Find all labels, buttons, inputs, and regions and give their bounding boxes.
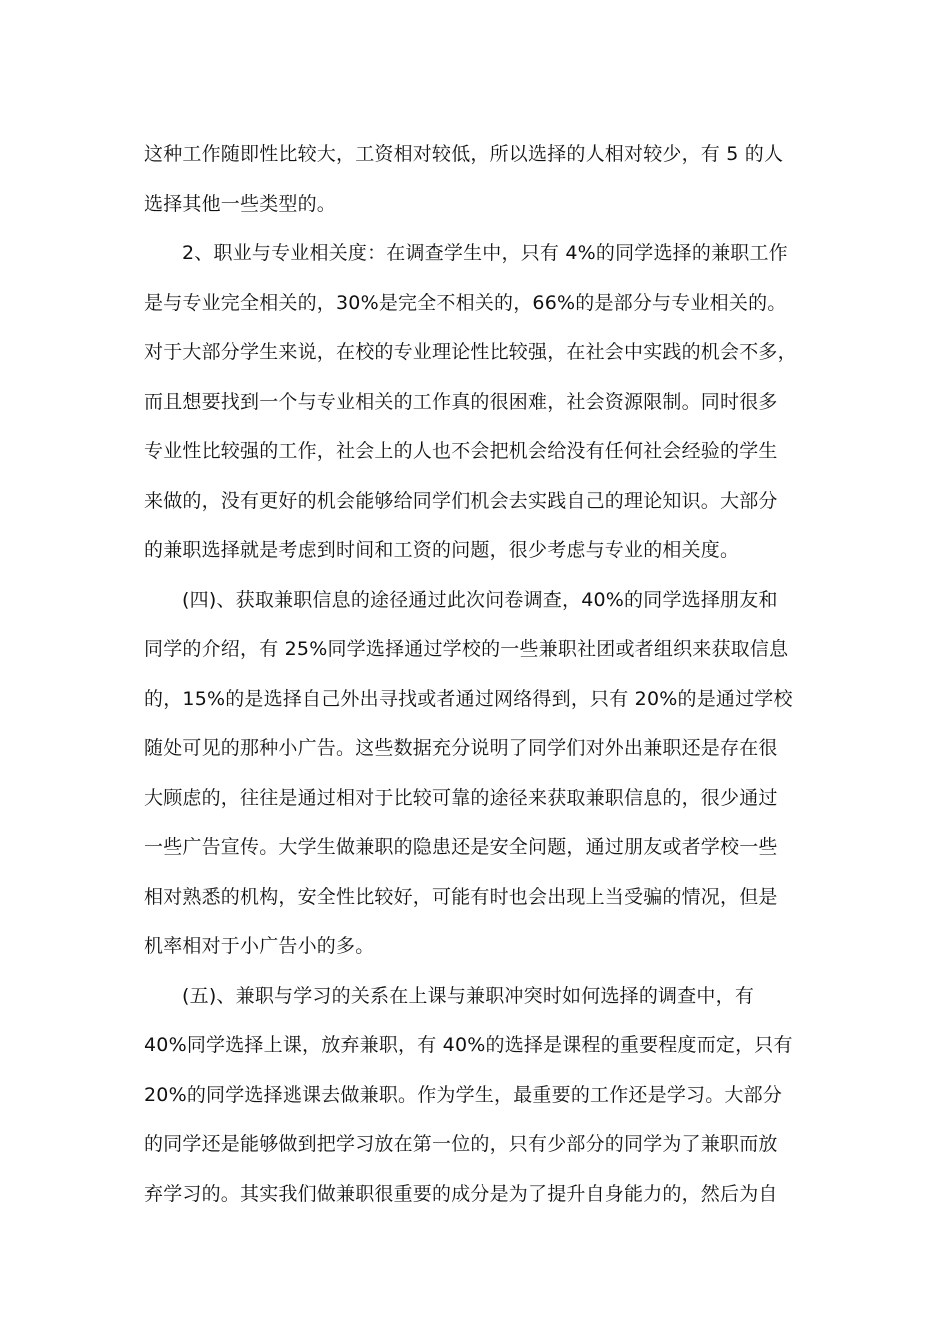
text-line: 随处可见的那种小广告。这些数据充分说明了同学们对外出兼职还是存在很 xyxy=(144,737,778,759)
text-line: 大顾虑的，往往是通过相对于比较可靠的途径来获取兼职信息的，很少通过 xyxy=(144,786,778,809)
paragraph-start-line: (四)、获取兼职信息的途径通过此次问卷调查，40%的同学选择朋友和 xyxy=(182,588,778,611)
text-line: 选择其他一些类型的。 xyxy=(144,192,337,215)
text-line: 的，15%的是选择自己外出寻找或者通过网络得到，只有 20%的是通过学校 xyxy=(144,687,793,710)
text-line: 来做的，没有更好的机会能够给同学们机会去实践自己的理论知识。大部分 xyxy=(144,489,778,512)
text-line: 20%的同学选择逃课去做兼职。作为学生，最重要的工作还是学习。大部分 xyxy=(144,1083,783,1106)
body-text xyxy=(144,130,804,1219)
text-line: 是与专业完全相关的，30%是完全不相关的，66%的是部分与专业相关的。 xyxy=(144,291,787,314)
text-line: 这种工作随即性比较大，工资相对较低，所以选择的人相对较少，有 5 的人 xyxy=(144,143,784,165)
text-line: 专业性比较强的工作，社会上的人也不会把机会给没有任何社会经验的学生 xyxy=(144,440,778,462)
text-line: 的同学还是能够做到把学习放在第一位的，只有少部分的同学为了兼职而放 xyxy=(144,1133,778,1155)
text-line: 一些广告宣传。大学生做兼职的隐患还是安全问题，通过朋友或者学校一些 xyxy=(144,836,778,858)
text-line: 的兼职选择就是考虑到时间和工资的问题，很少考虑与专业的相关度。 xyxy=(144,539,740,561)
text-line: 40%同学选择上课，放弃兼职，有 40%的选择是课程的重要程度而定，只有 xyxy=(144,1034,793,1056)
text-line: 同学的介绍，有 25%同学选择通过学校的一些兼职社团或者组织来获取信息 xyxy=(144,638,789,660)
text-line: 而且想要找到一个与专业相关的工作真的很困难，社会资源限制。同时很多 xyxy=(144,390,778,413)
text-line: 弃学习的。其实我们做兼职很重要的成分是为了提升自身能力的，然后为自 xyxy=(144,1182,778,1205)
text-line: 对于大部分学生来说，在校的专业理论性比较强，在社会中实践的机会不多， xyxy=(144,341,797,363)
text-line: 机率相对于小广告小的多。 xyxy=(144,935,375,957)
paragraph-start-line: (五)、兼职与学习的关系在上课与兼职冲突时如何选择的调查中，有 xyxy=(182,984,755,1007)
text-line: 相对熟悉的机构，安全性比较好，可能有时也会出现上当受骗的情况，但是 xyxy=(144,885,778,908)
paragraph-start-line: 2、职业与专业相关度：在调查学生中，只有 4%的同学选择的兼职工作 xyxy=(182,242,788,264)
